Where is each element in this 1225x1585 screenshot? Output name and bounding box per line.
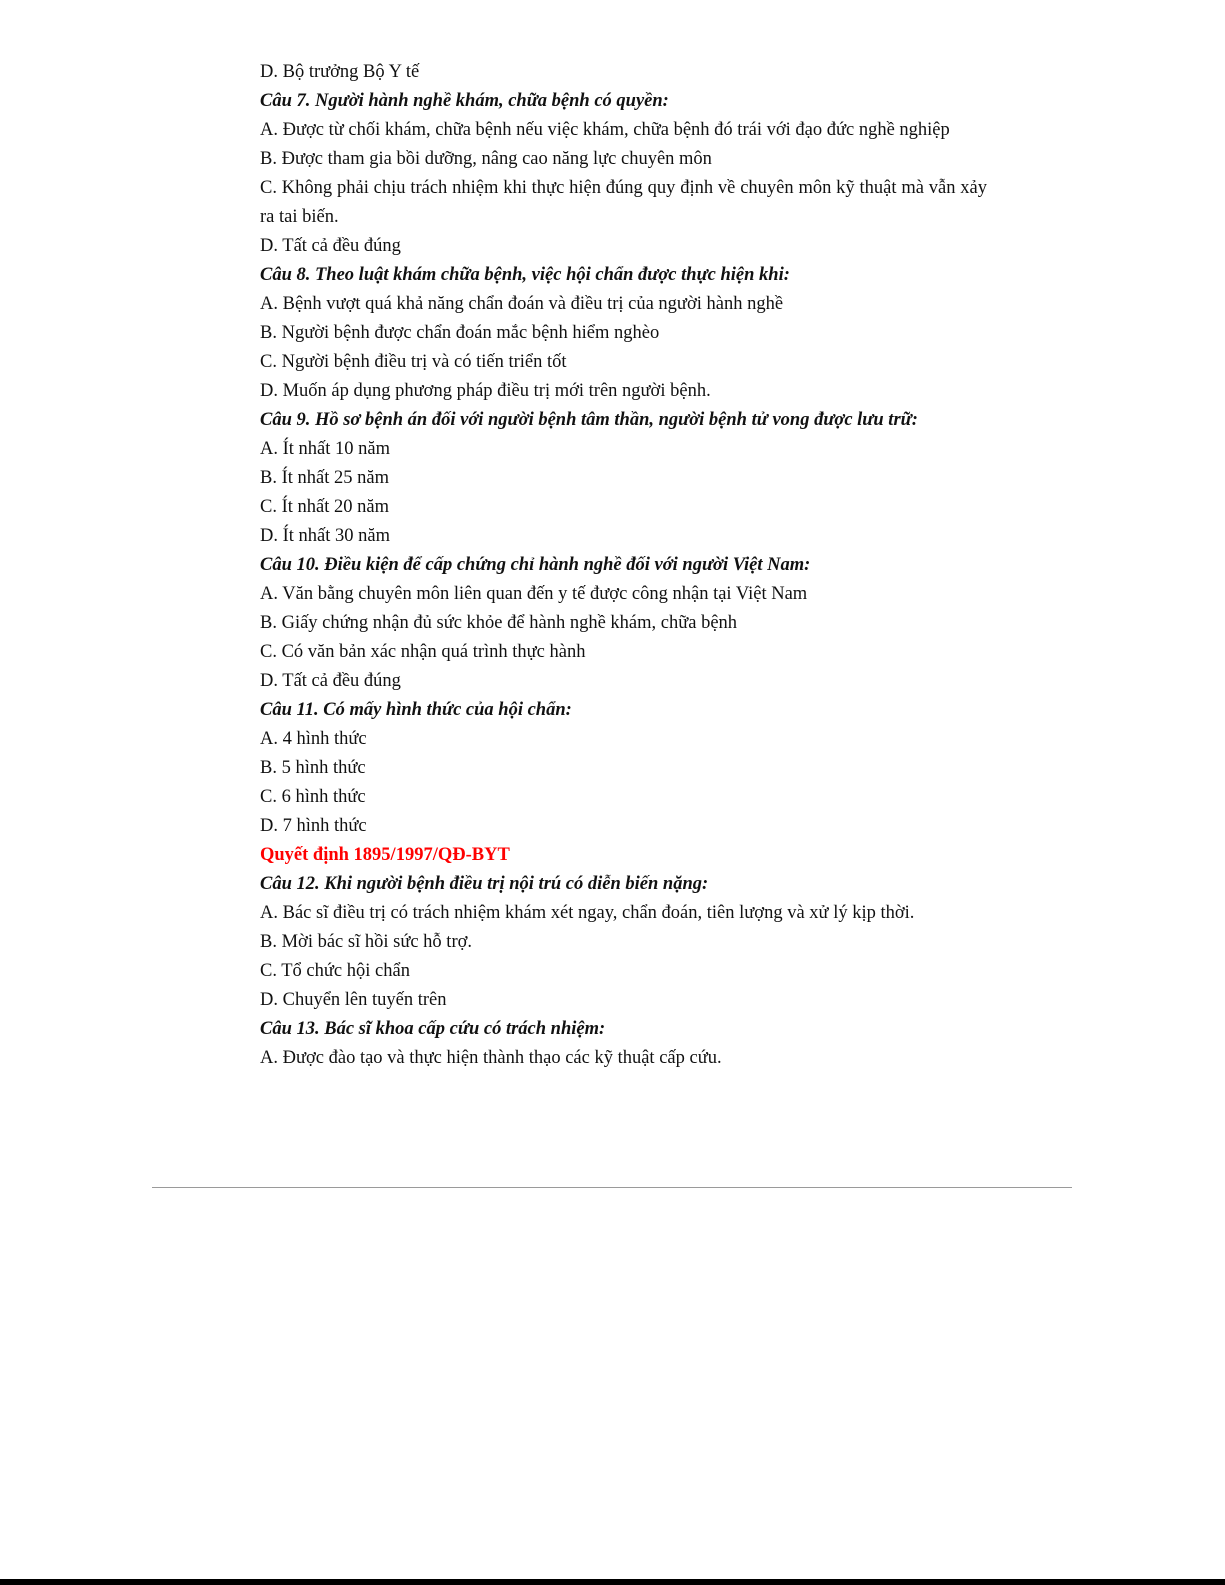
option-text: C. Có văn bản xác nhận quá trình thực hành <box>260 642 586 662</box>
question-heading: Câu 12. Khi người bệnh điều trị nội trú có diễn biến nặng: <box>260 874 709 894</box>
question-heading: Câu 9. Hồ sơ bệnh án đối với người bệnh tâm thần, người bệnh tử vong được lưu trữ: <box>260 410 918 430</box>
option-text: A. Được đào tạo và thực hiện thành thạo các kỹ thuật cấp cứu. <box>260 1048 722 1068</box>
question-heading: Câu 13. Bác sĩ khoa cấp cứu có trách nhiệm: <box>260 1019 606 1039</box>
option-text: B. Người bệnh được chẩn đoán mắc bệnh hiểm nghèo <box>260 323 660 343</box>
option-text: D. Tất cả đều đúng <box>260 236 401 256</box>
document-body <box>260 58 987 1073</box>
question-heading: Câu 7. Người hành nghề khám, chữa bệnh có quyền: <box>260 91 669 111</box>
option-text: D. Muốn áp dụng phương pháp điều trị mới trên người bệnh. <box>260 381 711 401</box>
option-text: D. Tất cả đều đúng <box>260 671 401 691</box>
option-text: A. Văn bằng chuyên môn liên quan đến y tế được công nhận tại Việt Nam <box>260 584 808 604</box>
option-text: B. Giấy chứng nhận đủ sức khỏe để hành nghề khám, chữa bệnh <box>260 613 738 633</box>
option-text: C. 6 hình thức <box>260 787 366 807</box>
option-text: A. Bệnh vượt quá khả năng chẩn đoán và điều trị của người hành nghề <box>260 294 784 314</box>
option-text: A. Ít nhất 10 năm <box>260 439 390 459</box>
option-text: D. Ít nhất 30 năm <box>260 526 390 546</box>
page-divider <box>152 1187 1072 1188</box>
option-text: B. Ít nhất 25 năm <box>260 468 389 488</box>
option-text: D. Bộ trưởng Bộ Y tế <box>260 62 420 82</box>
option-text: B. 5 hình thức <box>260 758 366 778</box>
option-text: A. Được từ chối khám, chữa bệnh nếu việc khám, chữa bệnh đó trái với đạo đức nghề nghiệp <box>260 120 950 140</box>
question-heading: Câu 8. Theo luật khám chữa bệnh, việc hội chẩn được thực hiện khi: <box>260 265 790 285</box>
option-text: A. Bác sĩ điều trị có trách nhiệm khám xét ngay, chẩn đoán, tiên lượng và xử lý kịp thời. <box>260 903 915 923</box>
option-text: C. Ít nhất 20 năm <box>260 497 389 517</box>
section-heading: Quyết định 1895/1997/QĐ-BYT <box>260 845 510 865</box>
option-text: B. Được tham gia bồi dưỡng, nâng cao năng lực chuyên môn <box>260 149 712 169</box>
question-heading: Câu 10. Điều kiện để cấp chứng chỉ hành nghề đối với người Việt Nam: <box>260 555 811 575</box>
option-text: C. Tổ chức hội chẩn <box>260 961 410 981</box>
option-text: D. Chuyển lên tuyến trên <box>260 990 447 1010</box>
option-text: B. Mời bác sĩ hồi sức hỗ trợ. <box>260 932 473 952</box>
option-text: C. Người bệnh điều trị và có tiến triển tốt <box>260 352 567 372</box>
option-text: A. 4 hình thức <box>260 729 367 749</box>
question-heading: Câu 11. Có mấy hình thức của hội chẩn: <box>260 700 572 720</box>
option-text: C. Không phải chịu trách nhiệm khi thực hiện đúng quy định về chuyên môn kỹ thuật mà vẫn xảy ra tai biến. <box>260 178 987 227</box>
page-bottom-edge <box>0 1579 1225 1585</box>
option-text: D. 7 hình thức <box>260 816 367 836</box>
